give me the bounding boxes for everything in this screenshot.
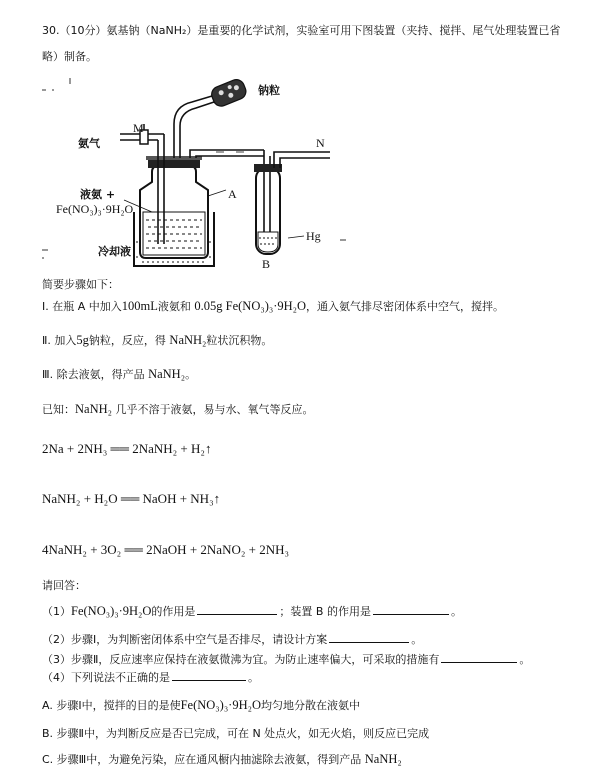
label-n: N bbox=[316, 136, 325, 150]
mercury-fill bbox=[258, 232, 278, 252]
answer-blank-1b[interactable] bbox=[373, 604, 449, 615]
label-hg: Hg bbox=[306, 229, 321, 243]
step-3: Ⅲ. 除去液氨，得产品 NaNH₂。 bbox=[42, 367, 197, 381]
questions-heading: 请回答： bbox=[42, 579, 86, 592]
question-1: （1）Fe(NO₃)₃·9H₂O的作用是 ；装置 B 的作用是 。 bbox=[42, 604, 462, 618]
label-a: A bbox=[228, 187, 237, 201]
label-m: M bbox=[133, 121, 144, 135]
equation-3: 4NaNH₂ + 3O₂ ══ 2NaOH + 2NaNO₂ + 2NH₃ bbox=[42, 542, 290, 557]
equation-2: NaNH₂ + H₂O ══ NaOH + NH₃↑ bbox=[42, 491, 221, 506]
question-2: （2）步骤Ⅰ，为判断密闭体系中空气是否排尽，请设计方案 。 bbox=[42, 633, 423, 646]
question-intro-line2: 略）制备。 bbox=[42, 50, 97, 63]
answer-blank-2[interactable] bbox=[329, 632, 409, 643]
option-a: A. 步骤Ⅰ中，搅拌的目的是使Fe(NO₃)₃·9H₂O均匀地分散在液氨中 bbox=[42, 698, 360, 712]
answer-blank-3[interactable] bbox=[441, 652, 517, 663]
answer-blank-1a[interactable] bbox=[197, 604, 277, 615]
question-3: （3）步骤Ⅱ，反应速率应保持在液氨微沸为宜。为防止速率偏大，可采取的措施有 。 bbox=[42, 653, 531, 666]
sodium-flask bbox=[209, 77, 248, 108]
equation-1: 2Na + 2NH₃ ══ 2NaNH₂ + H₂↑ bbox=[42, 441, 212, 456]
steps-heading: 简要步骤如下： bbox=[42, 278, 119, 291]
label-fe-nitrate: Fe(NO₃)₃·9H₂O bbox=[56, 202, 134, 216]
vent-tube-n bbox=[274, 152, 330, 168]
option-b: B. 步骤Ⅱ中，为判断反应是否已完成，可在 N 处点火，如无火焰，则反应已完成 bbox=[42, 727, 430, 740]
answer-blank-4[interactable] bbox=[172, 670, 246, 681]
step-1: Ⅰ. 在瓶 A 中加入100mL液氨和 0.05g Fe(NO₃)₃·9H₂O，通入氨气排尽密闭体系中空气，搅拌。 bbox=[42, 299, 505, 313]
known-note: 已知：NaNH₂ 几乎不溶于液氨，易与水、氧气等反应。 bbox=[42, 402, 314, 416]
label-liquid-ammonia: 液氨 + bbox=[80, 188, 116, 201]
sodium-addition-tube bbox=[174, 96, 214, 158]
label-coolant: 冷却液 bbox=[98, 245, 131, 258]
option-c: C. 步骤Ⅲ中，为避免污染，应在通风橱内抽滤除去液氨，得到产品 NaNH₂ bbox=[42, 752, 402, 766]
question-4: （4）下列说法不正确的是 。 bbox=[42, 671, 259, 684]
step-2: Ⅱ. 加入5g钠粒，反应，得 NaNH₂粒状沉积物。 bbox=[42, 333, 273, 347]
question-intro-line1: 30.（10分）氨基钠（NaNH₂）是重要的化学试剂，实验室可用下图装置（夹持、搅拌、尾气处理装置已省 bbox=[42, 24, 561, 37]
label-b: B bbox=[262, 257, 271, 271]
label-sodium: 钠粒 bbox=[258, 84, 280, 97]
label-ammonia-gas: 氨气 bbox=[78, 137, 100, 150]
